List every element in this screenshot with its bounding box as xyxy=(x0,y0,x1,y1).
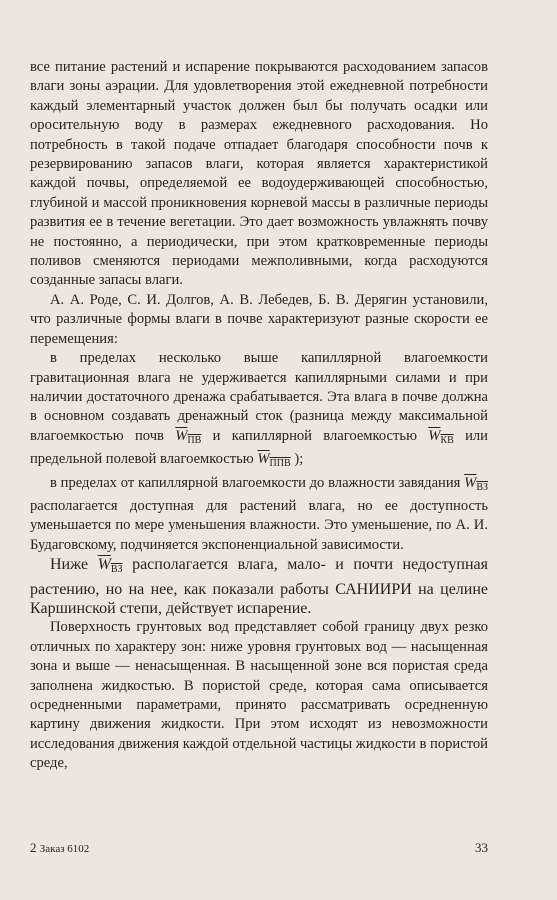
list-item-3 xyxy=(30,555,488,618)
printer-signature xyxy=(30,840,89,856)
item2-text-b: располагается доступная для растений влага, но ее доступность уменьшается по мере уменьшения влажности. Это уменьшение, по А. И. Будаговскому, подчиняется экспоненциальной зависимости. xyxy=(30,497,488,553)
list-item-2 xyxy=(30,474,488,556)
item1-text-b: и капиллярной влагоемкостью xyxy=(212,427,417,444)
symbol-w-vz: $W_{ВЗ}$ xyxy=(464,474,488,493)
signature-number: 2 xyxy=(30,840,37,855)
order-label: Заказ 6102 xyxy=(39,843,90,855)
item3-text-b: располагается влага, мало- и почти недоступная растению, но на нее, как показали работы САНИИРИ на целине Каршинской степи, действует испарение. xyxy=(30,556,489,617)
item3-text-a: Ниже xyxy=(50,556,89,574)
symbol-w-kv: $W_{КВ}$ xyxy=(428,427,454,446)
page-footer xyxy=(30,840,488,860)
item1-text-c: или предельной полевой влагоемкостью xyxy=(30,427,488,468)
page-number: 33 xyxy=(475,840,488,855)
symbol-w-vz-2: $W_{ВЗ}$ xyxy=(97,556,123,576)
paragraph-2: А. А. Роде, С. И. Долгов, А. В. Лебедев, Б. В. Дерягин установили, что различные формы влаги в почве характеризуют разные скорости ее перемещения: xyxy=(30,291,488,347)
symbol-w-ppv: $W_{ППВ}$ xyxy=(257,451,291,470)
item2-text-a: в пределах от капиллярной влагоемкости до влажности завядания xyxy=(50,474,461,491)
symbol-w-pv: $W_{ПВ}$ xyxy=(175,427,202,446)
paragraph-last: Поверхность грунтовых вод представляет собой границу двух резко отличных по характеру зон: ниже уровня грунтовых вод — насыщенная зона и выше — ненасыщенная. В насыщенной зоне вся пористая среда заполнена жидкостью. В пористой среде, которая сама описывается осредненными параметрами, принято рассматривать осредненную картину движения жидкости. При этом исходят из невозможности исследования движения каждой отдельной частицы жидкости в пористой среде, xyxy=(30,619,488,772)
page-text-block xyxy=(30,58,488,774)
item1-text-a: в пределах несколько выше капиллярной влагоемкости гравитационная влага не удерживается капиллярными силами и при наличии достаточного дренажа срабатывается. Эта влага в почве должна в основном создавать дренажный сток (разница между максимальной влагоемкостью почв xyxy=(30,350,488,444)
paragraph-1: все питание растений и испарение покрываются расходованием запасов влаги зоны аэрации. Для удовлетворения этой ежедневной потребности каждый элементарный участок должен был бы получать осадки или оросительную воду в размерах ежедневного расходования. Но потребность в такой подаче отпадает благодаря способности почв к резервированию запасов влаги, которая является характеристикой каждой почвы, определяемой ее водоудерживающей способностью, глубиной и массой проникновения корневой массы в различные периоды развития ее в течение вегетации. Это дает возможность увлажнять почву не постоянно, а периодически, при этом кратковременные периоды поливов сменяются периодами межполивными, когда расходуются созданные запасы влаги. xyxy=(30,59,488,289)
list-item-1 xyxy=(30,349,488,473)
item1-text-d: ); xyxy=(294,451,304,468)
